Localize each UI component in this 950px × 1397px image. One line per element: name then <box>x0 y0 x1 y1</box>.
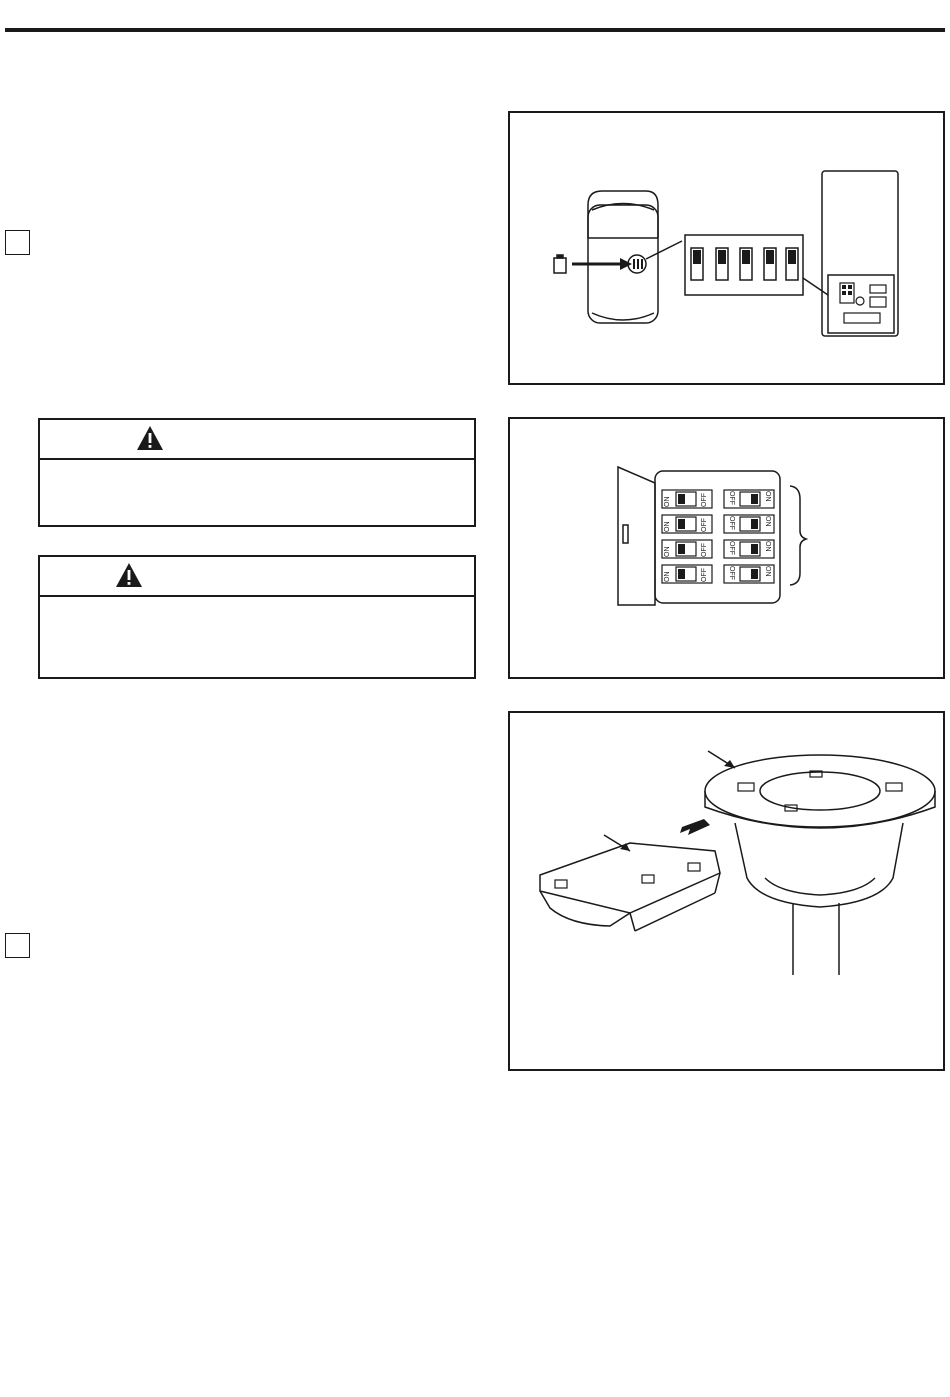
warning-header-1 <box>40 420 474 460</box>
breaker-label-on: ON <box>764 491 771 502</box>
warning-triangle-icon <box>115 562 143 588</box>
remote-dip-switch-figure <box>508 111 945 385</box>
breaker-label-off: OFF <box>728 566 735 580</box>
breaker-label-on: ON <box>664 521 671 532</box>
step-checkbox-1[interactable] <box>5 230 30 255</box>
breaker-label-on: ON <box>764 516 771 527</box>
breaker-label-off: OFF <box>701 493 708 507</box>
breaker-label-on: ON <box>664 496 671 507</box>
breaker-label-off: OFF <box>728 516 735 530</box>
receiver-install-drawing <box>510 713 947 1073</box>
breaker-label-on: ON <box>664 546 671 557</box>
breaker-label-off: OFF <box>728 491 735 505</box>
receiver-install-figure <box>508 711 945 1071</box>
breaker-label-off: OFF <box>728 541 735 555</box>
remote-dip-switch-drawing <box>510 113 947 387</box>
breaker-label-on: ON <box>764 566 771 577</box>
breaker-label-off: OFF <box>701 518 708 532</box>
warning-header-2 <box>40 557 474 597</box>
warning-box-2 <box>38 555 476 679</box>
dip-switches <box>691 248 798 280</box>
breaker-panel-drawing <box>510 419 947 681</box>
warning-box-1 <box>38 418 476 527</box>
breaker-label-off: OFF <box>701 543 708 557</box>
step-checkbox-2[interactable] <box>5 933 30 958</box>
top-rule <box>5 28 945 32</box>
breaker-label-on: ON <box>664 571 671 582</box>
breaker-label-on: ON <box>764 541 771 552</box>
breaker-panel-figure <box>508 417 945 679</box>
breaker-label-off: OFF <box>701 568 708 582</box>
warning-triangle-icon <box>136 425 164 451</box>
